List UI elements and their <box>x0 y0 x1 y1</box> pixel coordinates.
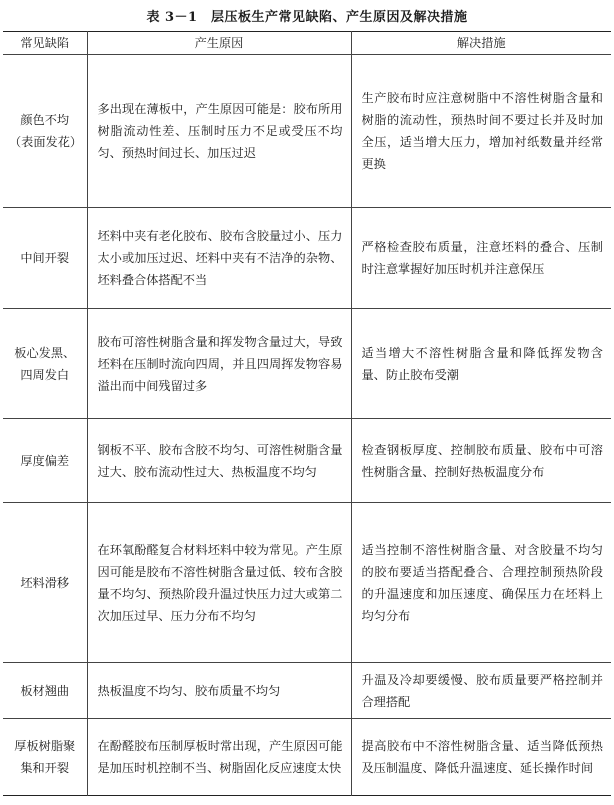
defect-cell: 厚度偏差 <box>3 419 87 503</box>
cause-cell: 多出现在薄板中，产生原因可能是：胶布所用树脂流动性差、压制时压力不足或受压不均匀、预热时间过长、加压过迟 <box>87 55 351 208</box>
header-row <box>3 32 611 55</box>
defect-cell: 厚板树脂聚集和开裂 <box>3 719 87 796</box>
cause-cell: 在环氧酚醛复合材料坯料中较为常见。产生原因可能是胶布不溶性树脂含量过低、较布含胶量不均匀、预热阶段升温过快压力过大或第二次加压过早、压力分布不均匀 <box>87 503 351 663</box>
header-cause: 产生原因 <box>87 32 351 55</box>
solution-cell: 适当控制不溶性树脂含量、对含胶量不均匀的胶布要适当搭配叠合、合理控制预热阶段的升温速度和加压速度、确保压力在坯料上均匀分布 <box>351 503 611 663</box>
table-row <box>3 663 611 719</box>
cause-cell: 坯料中夹有老化胶布、胶布含胶量过小、压力太小或加压过迟、坯料中夹有不洁净的杂物、坯料叠合体搭配不当 <box>87 208 351 309</box>
table-body <box>3 55 611 796</box>
table-row <box>3 503 611 663</box>
table-row <box>3 719 611 796</box>
defect-cell: 中间开裂 <box>3 208 87 309</box>
defect-cell: 板材翘曲 <box>3 663 87 719</box>
cause-cell: 钢板不平、胶布含胶不均匀、可溶性树脂含量过大、胶布流动性过大、热板温度不均匀 <box>87 419 351 503</box>
table-row <box>3 208 611 309</box>
table-caption: 表 3－1 层压板生产常见缺陷、产生原因及解决措施 <box>146 10 468 25</box>
table-row <box>3 419 611 503</box>
cause-cell: 胶布可溶性树脂含量和挥发物含量过大，导致坯料在压制时流向四周，并且四周挥发物容易溢出而中间残留过多 <box>87 309 351 419</box>
cause-cell: 热板温度不均匀、胶布质量不均匀 <box>87 663 351 719</box>
solution-cell: 生产胶布时应注意树脂中不溶性树脂含量和树脂的流动性，预热时间不要过长并及时加全压，适当增大压力，增加衬纸数量并经常更换 <box>351 55 611 208</box>
table-header <box>3 32 611 55</box>
defect-cell: 板心发黑、四周发白 <box>3 309 87 419</box>
header-solution: 解决措施 <box>351 32 611 55</box>
solution-cell: 适当增大不溶性树脂含量和降低挥发物含量、防止胶布受潮 <box>351 309 611 419</box>
defects-table <box>3 31 611 796</box>
solution-cell: 严格检查胶布质量，注意坯料的叠合、压制时注意掌握好加压时机并注意保压 <box>351 208 611 309</box>
defect-cell: 颜色不均（表面发花） <box>3 55 87 208</box>
table-row <box>3 309 611 419</box>
cause-cell: 在酚醛胶布压制厚板时常出现，产生原因可能是加压时机控制不当、树脂固化反应速度太快 <box>87 719 351 796</box>
solution-cell: 提高胶布中不溶性树脂含量、适当降低预热及压制温度、降低升温速度、延长操作时间 <box>351 719 611 796</box>
solution-cell: 升温及冷却要缓慢、胶布质量要严格控制并合理搭配 <box>351 663 611 719</box>
defect-cell: 坯料滑移 <box>3 503 87 663</box>
solution-cell: 检查钢板厚度、控制胶布质量、胶布中可溶性树脂含量、控制好热板温度分布 <box>351 419 611 503</box>
header-defect: 常见缺陷 <box>3 32 87 55</box>
table-row <box>3 55 611 208</box>
